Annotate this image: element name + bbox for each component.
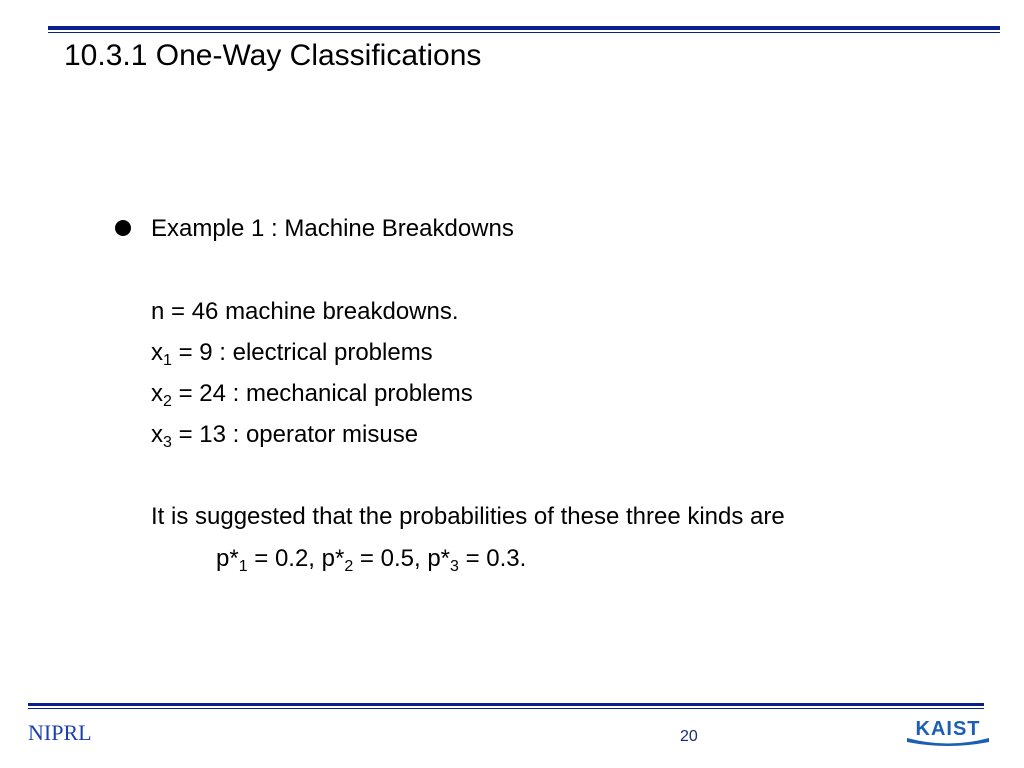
bullet-item	[115, 213, 514, 245]
p1-text: = 0.2,	[247, 545, 322, 572]
x3-line	[151, 419, 418, 451]
x2-sub: 2	[163, 393, 172, 410]
bottom-rule-thin	[28, 708, 984, 709]
x2-text: = 24 : mechanical problems	[171, 380, 473, 407]
bottom-rule	[28, 703, 984, 706]
kaist-logo	[905, 716, 991, 746]
page-number: 20	[680, 728, 698, 745]
x1-var: x	[151, 339, 163, 366]
p2-var: p*	[321, 545, 345, 572]
x1-line	[151, 337, 433, 369]
p2-text: = 0.5,	[353, 545, 428, 572]
footer-org-label: NIPRL	[28, 720, 92, 745]
slide-title: 10.3.1 One-Way Classifications	[64, 39, 482, 72]
bullet-text: Example 1 : Machine Breakdowns	[151, 215, 514, 242]
x2-line	[151, 378, 473, 410]
p1-sub: 1	[238, 558, 248, 575]
logo-text: KAIST	[915, 718, 981, 740]
p2-sub: 2	[344, 558, 354, 575]
x2-var: x	[151, 380, 163, 407]
x1-sub: 1	[163, 352, 172, 369]
n-line: n = 46 machine breakdowns.	[151, 298, 459, 325]
p3-sub: 3	[450, 558, 459, 575]
x3-text: = 13 : operator misuse	[171, 421, 419, 448]
probabilities-line	[216, 543, 526, 575]
bullet-dot-icon	[115, 220, 131, 236]
p1-var: p*	[216, 545, 239, 572]
p3-var: p*	[427, 545, 450, 572]
suggestion-line: It is suggested that the probabilities of these three kinds are	[151, 503, 785, 530]
p3-text: = 0.3.	[458, 545, 527, 572]
x1-text: = 9 : electrical problems	[171, 339, 433, 366]
x3-var: x	[151, 421, 163, 448]
x3-sub: 3	[163, 434, 172, 451]
